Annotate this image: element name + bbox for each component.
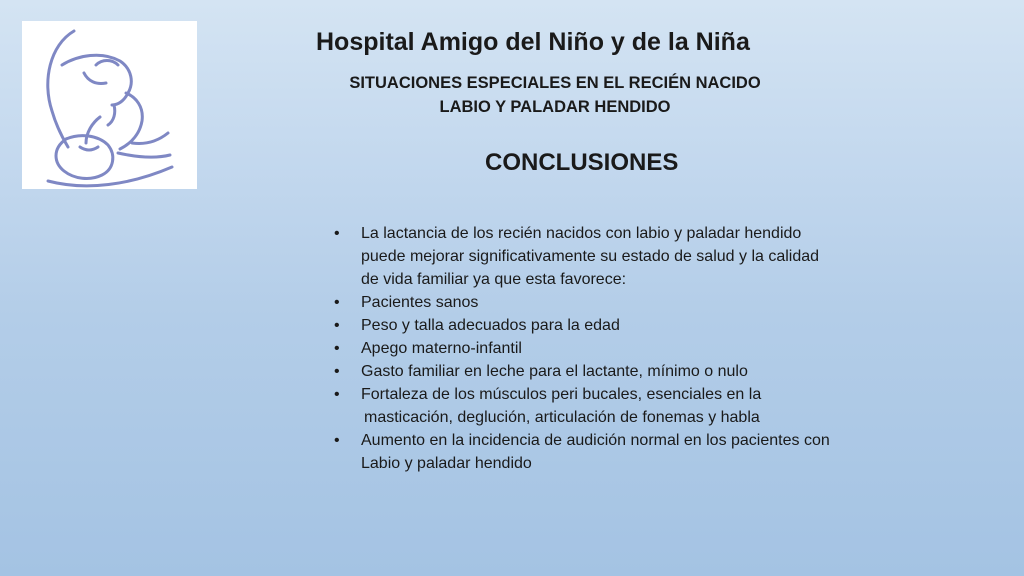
list-item: • Fortaleza de los músculos peri bucales, esenciales en la <box>334 383 834 406</box>
list-item: • Gasto familiar en leche para el lactante, mínimo o nulo <box>334 360 834 383</box>
hospital-logo <box>22 21 197 189</box>
list-item: • Apego materno-infantil <box>334 337 834 360</box>
subtitle-line-1: SITUACIONES ESPECIALES EN EL RECIÉN NACIDO <box>349 74 761 92</box>
list-item: • Pacientes sanos <box>334 291 834 314</box>
mother-baby-breastfeeding-icon <box>22 21 197 189</box>
list-item: • Aumento en la incidencia de audición normal en los pacientes con Labio y paladar hendido <box>334 429 834 475</box>
conclusions-list <box>334 222 834 475</box>
section-heading: CONCLUSIONES <box>485 149 679 176</box>
list-item: • La lactancia de los recién nacidos con labio y paladar hendido puede mejorar significativamente su estado de salud y la calidad de vida familiar ya que esta favorece: <box>334 222 834 291</box>
list-item: • Peso y talla adecuados para la edad <box>334 314 834 337</box>
subtitle <box>330 71 780 119</box>
list-item-continuation: masticación, deglución, articulación de fonemas y habla <box>364 409 760 426</box>
hospital-title: Hospital Amigo del Niño y de la Niña <box>316 28 750 56</box>
subtitle-line-2: LABIO Y PALADAR HENDIDO <box>439 98 671 116</box>
